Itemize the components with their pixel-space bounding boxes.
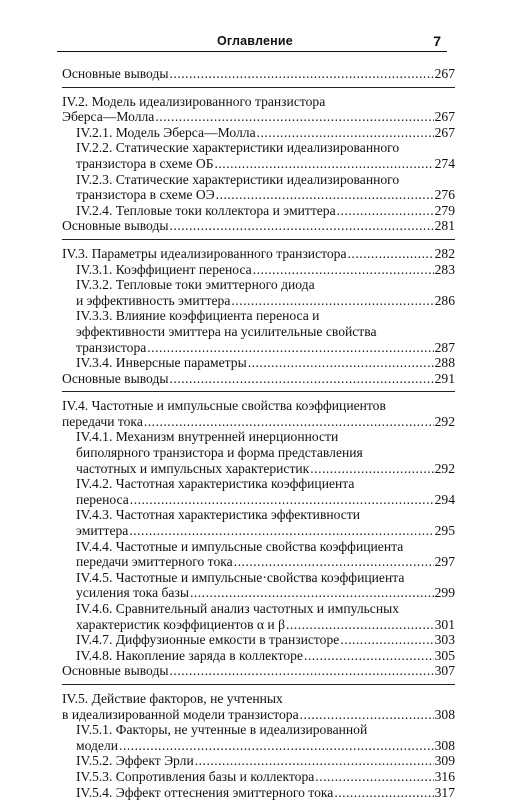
dot-leader	[170, 218, 434, 234]
toc-page-number: 267	[434, 124, 455, 140]
toc-page-number: 292	[434, 460, 455, 476]
header-rule	[57, 51, 447, 52]
section-divider	[62, 684, 455, 685]
toc-page-number: 283	[434, 261, 455, 277]
toc-page-number: 297	[434, 554, 455, 570]
toc-entry-row	[62, 414, 455, 430]
dot-leader	[190, 585, 434, 601]
toc-entry-row	[76, 125, 455, 141]
toc-entry-row	[76, 262, 455, 278]
toc-page-number: 305	[434, 647, 455, 663]
toc-subsection-entry[interactable]	[76, 140, 455, 171]
toc-entry-title-line: транзистора	[76, 339, 147, 355]
toc-subsection-entry[interactable]	[76, 539, 455, 570]
toc-entry-row	[62, 218, 455, 234]
dot-leader	[195, 753, 434, 769]
toc-entry-row	[62, 66, 455, 82]
section-divider	[62, 391, 455, 392]
toc-page-number: 286	[434, 292, 455, 308]
toc-entry-title-line: IV.4.3. Частотная характеристика эффективности	[76, 507, 361, 523]
toc-entry-title-line: IV.3.1. Коэффициент переноса	[76, 261, 252, 277]
toc-entry-title-line: IV.3. Параметры идеализированного транзистора	[62, 245, 347, 261]
toc-entry-row	[76, 492, 455, 508]
toc-section-entry[interactable]	[62, 371, 455, 387]
dot-leader	[234, 554, 434, 570]
toc-section-entry[interactable]	[62, 246, 455, 262]
toc-section-entry[interactable]	[62, 218, 455, 234]
toc-subsection-entry[interactable]	[76, 753, 455, 769]
toc-entry-title-line: Эберса—Молла	[62, 109, 155, 125]
toc-entry-row	[76, 585, 455, 601]
toc-entry-row	[62, 371, 455, 387]
toc-page-number: 307	[434, 663, 455, 679]
toc-entry-title-line: IV.4.2. Частотная характеристика коэффициента	[76, 476, 355, 492]
toc-section-entry[interactable]	[62, 663, 455, 679]
toc-entry-title-line: IV.4. Частотные и импульсные свойства коэффициентов	[62, 398, 386, 414]
toc-entry-title-line: эмиттера	[76, 523, 129, 539]
dot-leader	[253, 262, 434, 278]
toc-entry-title-line: эффективности эмиттера на усилительные свойства	[76, 323, 377, 339]
toc-subsection-entry[interactable]	[76, 648, 455, 664]
toc-entry-title-line: IV.2.1. Модель Эберса—Молла	[76, 124, 256, 140]
toc-entry-title-line: и эффективность эмиттера	[76, 292, 231, 308]
section-divider	[62, 87, 455, 88]
toc-section-entry[interactable]	[62, 398, 455, 429]
dot-leader	[216, 187, 434, 203]
dot-leader	[170, 663, 434, 679]
toc-page-number: 274	[434, 155, 455, 171]
toc-entry-title-line: IV.2.2. Статические характеристики идеализированного	[76, 140, 400, 156]
toc-page-number: 267	[434, 109, 455, 125]
toc-subsection-entry[interactable]	[76, 785, 455, 800]
toc-subsection-entry[interactable]	[76, 570, 455, 601]
toc-page-number: 317	[434, 784, 455, 800]
toc-entry-row	[76, 461, 455, 477]
toc-subsection-entry[interactable]	[76, 632, 455, 648]
toc-entry-title-line: переноса	[76, 491, 129, 507]
dot-leader	[348, 246, 434, 262]
page-header	[57, 32, 447, 52]
toc-entry-row	[62, 663, 455, 679]
dot-leader	[130, 492, 434, 508]
dot-leader	[170, 371, 434, 387]
table-of-contents	[62, 66, 455, 800]
toc-page-number: 279	[434, 202, 455, 218]
toc-subsection-entry[interactable]	[76, 769, 455, 785]
toc-section-entry[interactable]	[62, 94, 455, 125]
toc-entry-row	[62, 109, 455, 125]
toc-entry-row	[76, 554, 455, 570]
toc-entry-row	[76, 293, 455, 309]
toc-page-number: 295	[434, 523, 455, 539]
toc-entry-title-line: IV.5. Действие факторов, не учтенных	[62, 690, 283, 706]
toc-subsection-entry[interactable]	[76, 601, 455, 632]
toc-page-number: 299	[434, 585, 455, 601]
toc-subsection-entry[interactable]	[76, 203, 455, 219]
toc-page-number: 276	[434, 187, 455, 203]
toc-section-entry[interactable]	[62, 691, 455, 722]
toc-entry-title-line: Основные выводы	[62, 66, 169, 81]
toc-entry-row	[76, 355, 455, 371]
toc-entry-row	[76, 187, 455, 203]
dot-leader	[147, 340, 433, 356]
dot-leader	[310, 461, 433, 477]
toc-page-number: 281	[434, 218, 455, 234]
toc-entry-row	[76, 340, 455, 356]
toc-entry-title-line: характеристик коэффициентов α и β	[76, 616, 285, 632]
toc-entry-title-line: Основные выводы	[62, 663, 169, 679]
dot-leader	[155, 109, 433, 125]
toc-page-number: 294	[434, 491, 455, 507]
section-divider	[62, 239, 455, 240]
dot-leader	[215, 156, 434, 172]
toc-page-number: 308	[434, 706, 455, 722]
toc-page-number: 287	[434, 339, 455, 355]
toc-page-number: 308	[434, 737, 455, 753]
toc-subsection-entry[interactable]	[76, 507, 455, 538]
toc-page-number: 301	[434, 616, 455, 632]
dot-leader	[231, 293, 433, 309]
toc-subsection-entry[interactable]	[76, 476, 455, 507]
toc-entry-row	[62, 707, 455, 723]
toc-entry-row	[76, 648, 455, 664]
toc-page-number: 303	[434, 632, 455, 648]
toc-entry-title-line: IV.5.3. Сопротивления базы и коллектора	[76, 768, 315, 784]
toc-page-number: 282	[434, 245, 455, 261]
toc-entry-title-line: IV.3.4. Инверсные параметры	[76, 355, 247, 371]
running-title: Оглавление	[217, 34, 293, 48]
toc-page-number: 267	[434, 66, 455, 81]
toc-entry-title-line: IV.4.1. Механизм внутренней инерционности	[76, 429, 339, 445]
toc-entry-row	[76, 523, 455, 539]
toc-entry-title-line: усиления тока базы	[76, 585, 189, 601]
toc-subsection-entry[interactable]	[76, 277, 455, 308]
toc-entry-row	[76, 753, 455, 769]
toc-subsection-entry[interactable]	[76, 722, 455, 753]
toc-subsection-entry[interactable]	[76, 262, 455, 278]
toc-entry-row	[76, 203, 455, 219]
toc-entry-title-line: IV.2.3. Статические характеристики идеализированного	[76, 171, 400, 187]
toc-entry-title-line: IV.3.3. Влияние коэффициента переноса и	[76, 308, 320, 324]
toc-entry-title-line: в идеализированной модели транзистора	[62, 706, 299, 722]
toc-entry-row	[62, 246, 455, 262]
toc-entry-title-line: IV.3.2. Тепловые токи эмиттерного диода	[76, 277, 315, 293]
toc-entry-title-line: биполярного транзистора и форма представления	[76, 445, 363, 461]
dot-leader	[144, 414, 434, 430]
page-number: 7	[433, 33, 441, 49]
toc-entry-title-line: Основные выводы	[62, 370, 169, 386]
toc-subsection-entry[interactable]	[76, 172, 455, 203]
dot-leader	[304, 648, 434, 664]
toc-entry-title-line: IV.4.7. Диффузионные емкости в транзисторе	[76, 632, 340, 648]
dot-leader	[334, 785, 433, 800]
toc-subsection-entry[interactable]	[76, 308, 455, 355]
toc-entry-row	[76, 632, 455, 648]
toc-entry-row	[76, 785, 455, 800]
toc-entry-title-line: IV.5.1. Факторы, не учтенные в идеализированной	[76, 722, 368, 738]
toc-entry-title-line: IV.4.8. Накопление заряда в коллекторе	[76, 647, 303, 663]
toc-subsection-entry[interactable]	[76, 355, 455, 371]
toc-entry-title-line: передачи тока	[62, 413, 143, 429]
dot-leader	[286, 617, 434, 633]
dot-leader	[248, 355, 434, 371]
toc-entry-title-line: Основные выводы	[62, 218, 169, 234]
dot-leader	[119, 738, 434, 754]
dot-leader	[300, 707, 434, 723]
toc-entry-title-line: IV.5.4. Эффект оттеснения эмиттерного тока	[76, 784, 334, 800]
dot-leader	[257, 125, 434, 141]
toc-entry-title-line: IV.4.5. Частотные и импульсные·свойства коэффициента	[76, 569, 405, 585]
toc-entry-title-line: IV.2.4. Тепловые токи коллектора и эмиттера	[76, 202, 336, 218]
dot-leader	[315, 769, 433, 785]
toc-entry-title-line: транзистора в схеме ОБ	[76, 155, 214, 171]
toc-entry-title-line: IV.4.6. Сравнительный анализ частотных и импульсных	[76, 601, 400, 616]
toc-section-entry[interactable]	[62, 66, 455, 82]
toc-entry-title-line: транзистора в схеме ОЭ	[76, 187, 215, 203]
toc-page-number: 291	[434, 370, 455, 386]
dot-leader	[129, 523, 433, 539]
toc-entry-row	[76, 617, 455, 633]
toc-entry-title-line: частотных и импульсных характеристик	[76, 460, 310, 476]
toc-subsection-entry[interactable]	[76, 125, 455, 141]
toc-page-number: 309	[434, 753, 455, 769]
dot-leader	[337, 203, 434, 219]
toc-page-number: 316	[434, 768, 455, 784]
toc-entry-row	[76, 738, 455, 754]
dot-leader	[170, 66, 434, 82]
toc-entry-title-line: IV.4.4. Частотные и импульсные свойства коэффициента	[76, 538, 404, 554]
toc-entry-title-line: IV.2. Модель идеализированного транзистора	[62, 93, 326, 109]
toc-entry-title-line: передачи эмиттерного тока	[76, 554, 233, 570]
toc-page-number: 292	[434, 413, 455, 429]
toc-entry-title-line: IV.5.2. Эффект Эрли	[76, 753, 194, 769]
toc-subsection-entry[interactable]	[76, 429, 455, 476]
toc-entry-title-line: модели	[76, 737, 119, 753]
toc-entry-row	[76, 769, 455, 785]
toc-page-number: 288	[434, 355, 455, 371]
toc-entry-row	[76, 156, 455, 172]
dot-leader	[340, 632, 433, 648]
